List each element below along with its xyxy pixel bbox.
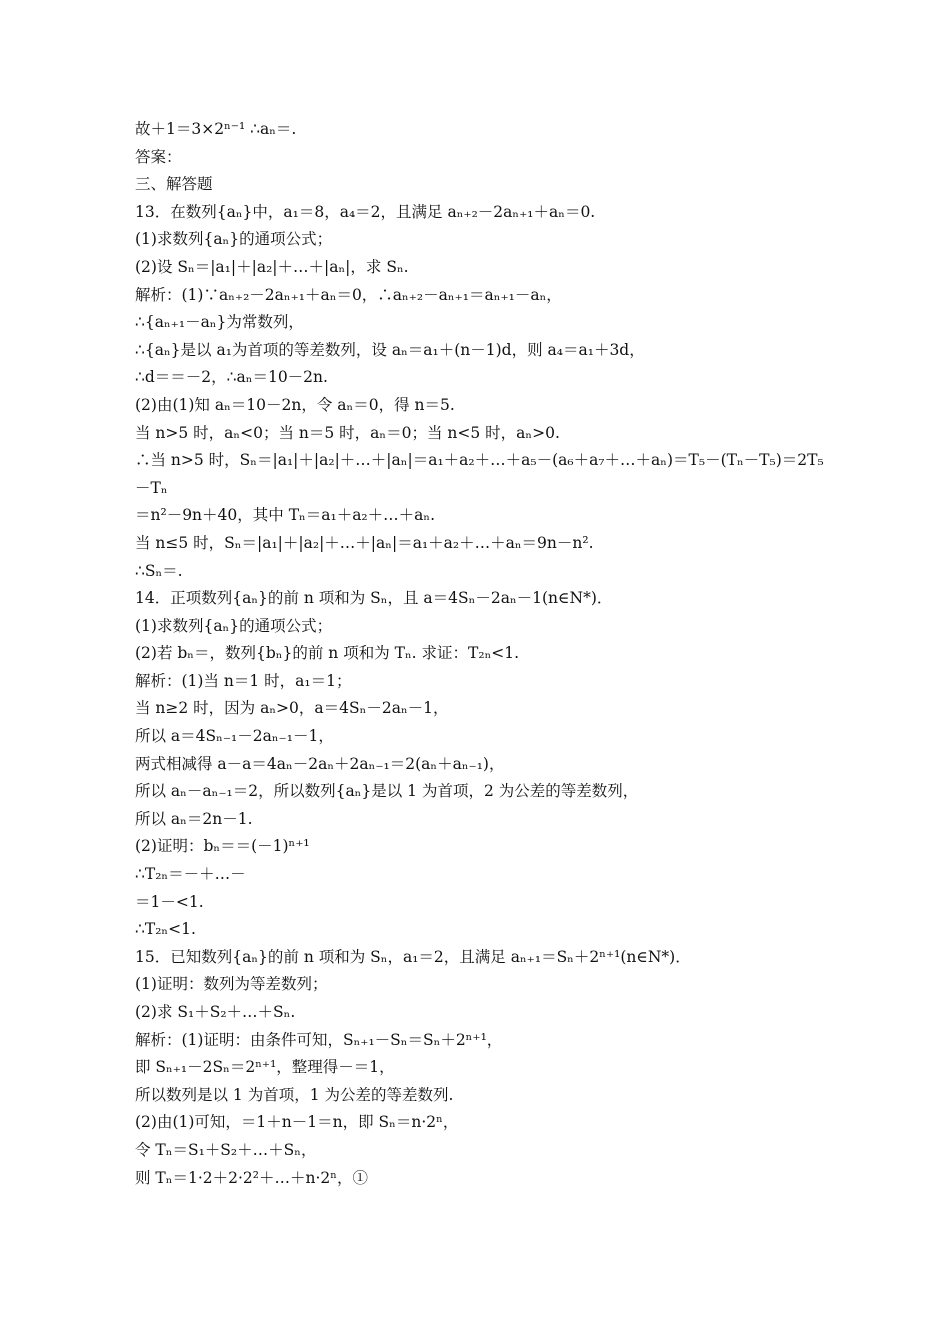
text-line: 当 n≤5 时，Sₙ＝|a₁|＋|a₂|＋…＋|aₙ|＝a₁＋a₂＋…＋aₙ＝9n－n². <box>135 533 594 552</box>
text-line: ∴{aₙ}是以 a₁为首项的等差数列，设 aₙ＝a₁＋(n－1)d，则 a₄＝a₁＋3d， <box>135 340 645 359</box>
text-line: 两式相减得 a－a＝4aₙ－2aₙ＋2aₙ₋₁＝2(aₙ＋aₙ₋₁)， <box>135 754 505 773</box>
text-line: (2)由(1)知 aₙ＝10－2n，令 aₙ＝0，得 n＝5. <box>135 395 455 414</box>
text-line: 所以 aₙ＝2n－1. <box>135 809 253 828</box>
text-line: ∴{aₙ₊₁－aₙ}为常数列， <box>135 313 304 332</box>
text-line: (2)证明：bₙ＝＝(－1)ⁿ⁺¹ <box>135 837 310 856</box>
text-line: ∴T₂ₙ＝－＋…－ <box>135 865 246 884</box>
text-line: ∴Sₙ＝. <box>135 561 183 580</box>
text-line: 解析：(1)∵aₙ₊₂－2aₙ₊₁＋aₙ＝0，∴aₙ₊₂－aₙ₊₁＝aₙ₊₁－aₙ， <box>135 285 562 304</box>
text-line: (2)若 bₙ＝，数列{bₙ}的前 n 项和为 Tₙ. 求证：T₂ₙ<1. <box>135 644 520 663</box>
text-line: (2)设 Sₙ＝|a₁|＋|a₂|＋…＋|aₙ|，求 Sₙ. <box>135 257 409 276</box>
text-line: (1)证明：数列为等差数列； <box>135 975 328 994</box>
text-line: 答案： <box>135 147 182 166</box>
document-body <box>135 116 855 1192</box>
text-line: (2)由(1)可知，＝1＋n－1＝n，即 Sₙ＝n·2ⁿ， <box>135 1113 459 1132</box>
text-line: (2)求 S₁＋S₂＋…＋Sₙ. <box>135 1003 296 1021</box>
problem-14-statement: 14．正项数列{aₙ}的前 n 项和为 Sₙ，且 a＝4Sₙ－2aₙ－1(n∈N*)． <box>135 589 613 608</box>
text-line: －Tₙ <box>135 478 168 497</box>
problem-15-statement: 15．已知数列{aₙ}的前 n 项和为 Sₙ，a₁＝2，且满足 aₙ₊₁＝Sₙ＋2ⁿ⁺¹(n∈N*)． <box>135 947 691 966</box>
text-line: 解析：(1)当 n＝1 时，a₁＝1； <box>135 671 352 690</box>
text-line: 即 Sₙ₊₁－2Sₙ＝2ⁿ⁺¹，整理得－＝1， <box>135 1058 395 1077</box>
text-line: (1)求数列{aₙ}的通项公式； <box>135 616 333 635</box>
text-line: ＝n²－9n＋40，其中 Tₙ＝a₁＋a₂＋…＋aₙ. <box>135 506 436 525</box>
text-line: ∴当 n>5 时，Sₙ＝|a₁|＋|a₂|＋…＋|aₙ|＝a₁＋a₂＋…＋a₅－(a₆＋a₇＋…＋aₙ)＝T₅－(Tₙ－T₅)＝2T₅ <box>135 451 824 470</box>
text-line: ＝1－<1. <box>135 892 204 911</box>
text-line: 则 Tₙ＝1·2＋2·2²＋…＋n·2ⁿ，① <box>135 1168 368 1187</box>
text-line: (1)求数列{aₙ}的通项公式； <box>135 230 333 249</box>
text-line: ∴T₂ₙ<1. <box>135 920 196 939</box>
text-line: 所以 aₙ－aₙ₋₁＝2，所以数列{aₙ}是以 1 为首项，2 为公差的等差数列， <box>135 782 639 801</box>
text-line: 故＋1＝3×2ⁿ⁻¹ ∴aₙ＝. <box>135 120 297 138</box>
text-line: 当 n≥2 时，因为 aₙ>0，a＝4Sₙ－2aₙ－1， <box>135 699 449 718</box>
problem-13-statement: 13．在数列{aₙ}中，a₁＝8，a₄＝2，且满足 aₙ₊₂－2aₙ₊₁＋aₙ＝0. <box>135 202 596 221</box>
text-line: 解析：(1)证明：由条件可知，Sₙ₊₁－Sₙ＝Sₙ＋2ⁿ⁺¹， <box>135 1030 503 1049</box>
text-line: 令 Tₙ＝S₁＋S₂＋…＋Sₙ， <box>135 1140 317 1159</box>
section-heading: 三、解答题 <box>135 175 213 194</box>
text-line: ∴d＝＝－2，∴aₙ＝10－2n. <box>135 368 328 387</box>
text-line: 所以数列是以 1 为首项，1 为公差的等差数列. <box>135 1085 454 1104</box>
text-line: 当 n>5 时，aₙ<0；当 n＝5 时，aₙ＝0；当 n<5 时，aₙ>0. <box>135 423 560 442</box>
text-line: 所以 a＝4Sₙ₋₁－2aₙ₋₁－1， <box>135 727 334 746</box>
